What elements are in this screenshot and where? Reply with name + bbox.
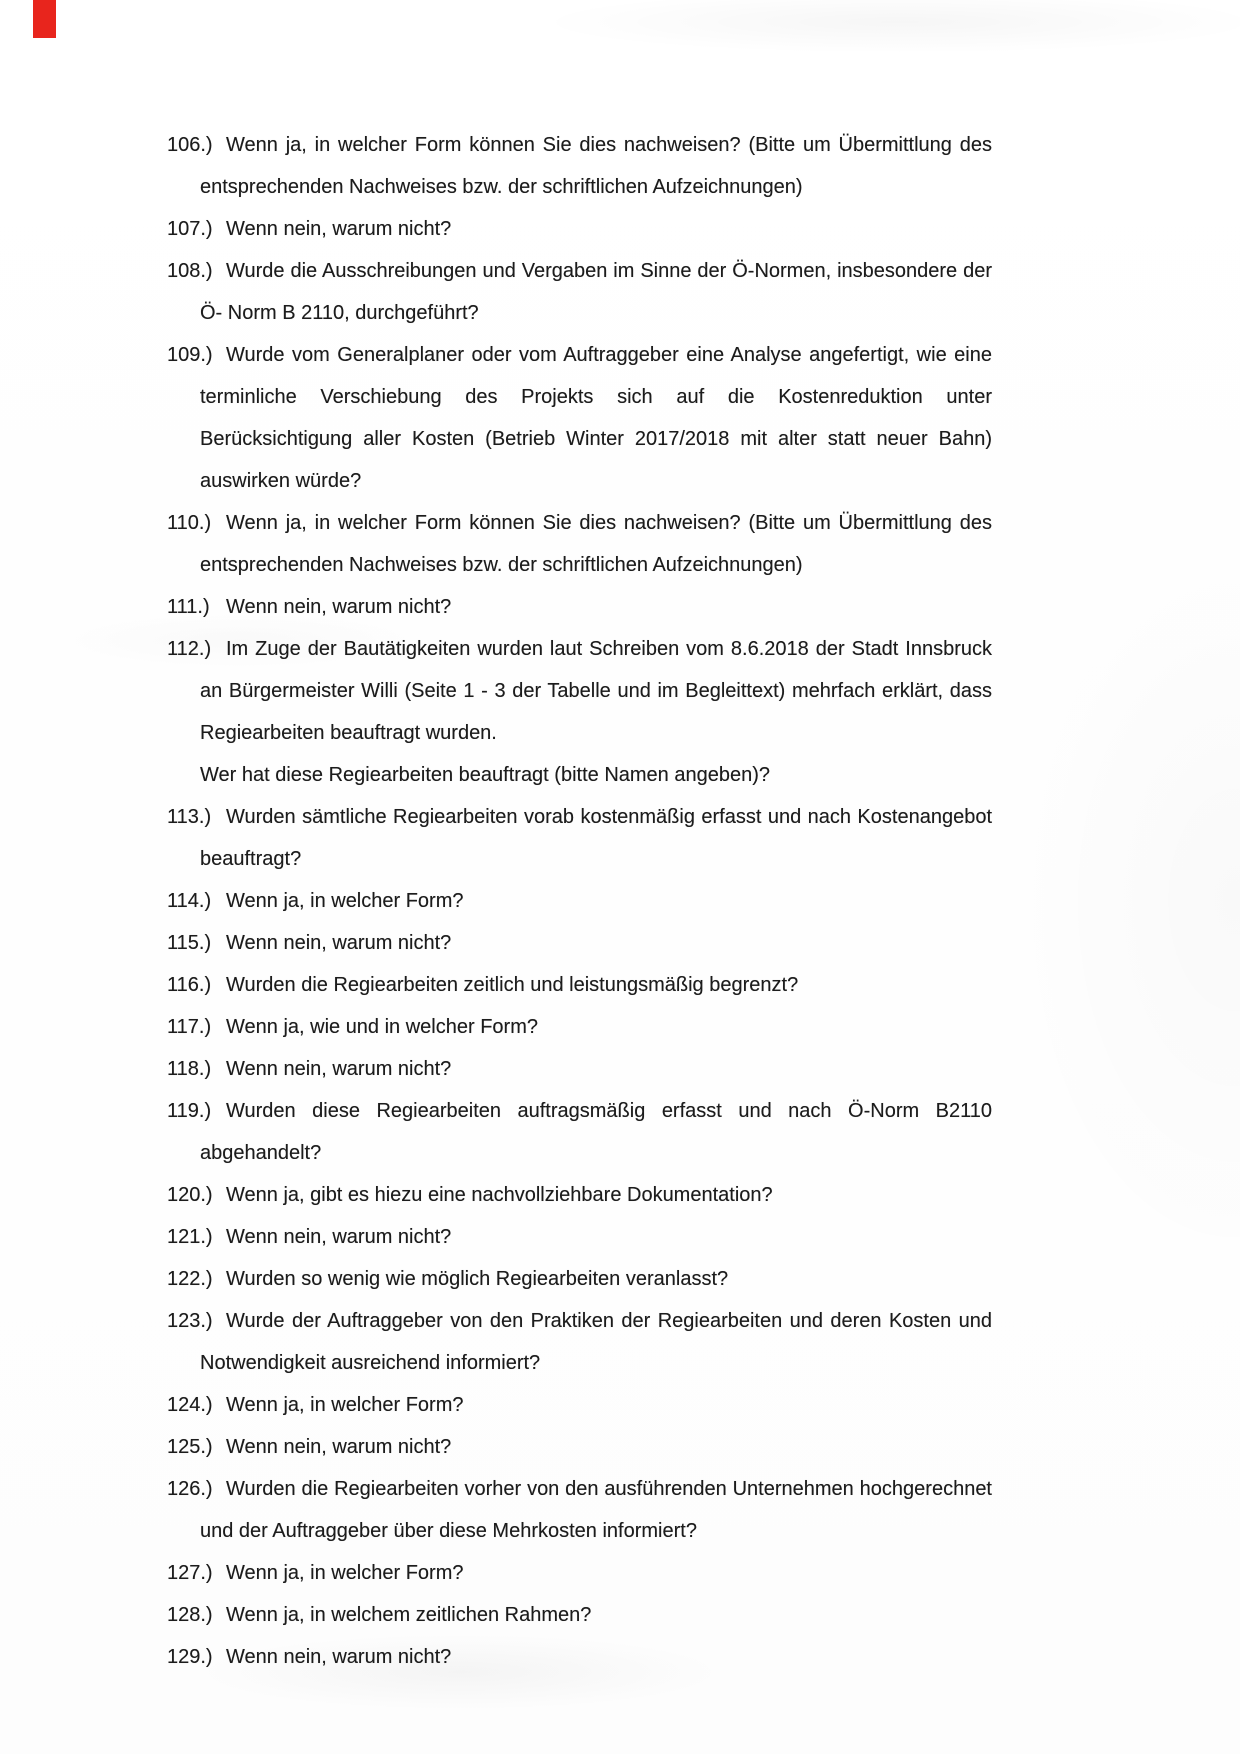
- question-number: 109.): [167, 344, 213, 366]
- question-number: 122.): [167, 1268, 213, 1290]
- question-text: Wurden die Regiearbeiten vorher von den ausführenden Unternehmen hochgerechnet und der Auftraggeber über diese Mehrkosten informiert?: [200, 1478, 992, 1542]
- question-text: Wurden so wenig wie möglich Regiearbeiten veranlasst?: [226, 1268, 729, 1290]
- question-number: 129.): [167, 1646, 213, 1668]
- question-text: Wurde der Auftraggeber von den Praktiken der Regiearbeiten und deren Kosten und Notwendigkeit ausreichend informiert?: [200, 1310, 992, 1374]
- question-number: 124.): [167, 1394, 213, 1416]
- question-number: 120.): [167, 1184, 213, 1206]
- question-item: [167, 1300, 992, 1384]
- question-item: [167, 628, 992, 796]
- question-number: 106.): [167, 134, 213, 156]
- question-text: Im Zuge der Bautätigkeiten wurden laut Schreiben vom 8.6.2018 der Stadt Innsbruck an Bürgermeister Willi (Seite 1 - 3 der Tabelle und im Begleittext) mehrfach erklärt, dass Regiearbeiten beauftragt wurden.: [200, 638, 992, 744]
- question-number: 115.): [167, 932, 212, 954]
- question-text: Wurden diese Regiearbeiten auftragsmäßig erfasst und nach Ö-Norm B2110 abgehandelt?: [200, 1100, 992, 1164]
- question-text: Wenn nein, warum nicht?: [226, 596, 452, 618]
- question-text: Wenn nein, warum nicht?: [226, 1058, 452, 1080]
- question-item: [167, 1636, 992, 1678]
- question-number: 117.): [167, 1016, 212, 1038]
- question-item: [167, 1006, 992, 1048]
- question-number: 121.): [167, 1226, 213, 1248]
- question-item: [167, 334, 992, 502]
- question-text: Wenn nein, warum nicht?: [226, 1226, 452, 1248]
- question-item: [167, 208, 992, 250]
- red-corner-mark: [33, 0, 56, 38]
- question-item: [167, 1426, 992, 1468]
- question-number: 114.): [167, 890, 212, 912]
- question-text: Wenn nein, warum nicht?: [226, 1646, 452, 1668]
- question-text: Wenn nein, warum nicht?: [226, 1436, 452, 1458]
- question-text: Wenn ja, in welcher Form?: [226, 1394, 464, 1416]
- question-item: [167, 1258, 992, 1300]
- question-text: Wenn ja, in welcher Form können Sie dies nachweisen? (Bitte um Übermittlung des entsprechenden Nachweises bzw. der schriftlichen Aufzeichnungen): [200, 134, 992, 198]
- question-item: [167, 1468, 992, 1552]
- question-text: Wenn ja, in welcher Form?: [226, 1562, 464, 1584]
- question-text: Wenn ja, wie und in welcher Form?: [226, 1016, 538, 1038]
- question-number: 127.): [167, 1562, 213, 1584]
- question-number: 128.): [167, 1604, 213, 1626]
- question-number: 126.): [167, 1478, 213, 1500]
- question-item: [167, 1594, 992, 1636]
- question-text: Wenn ja, in welcher Form?: [226, 890, 464, 912]
- question-item: [167, 1384, 992, 1426]
- question-item: [167, 1090, 992, 1174]
- question-text: Wenn ja, in welchem zeitlichen Rahmen?: [226, 1604, 592, 1626]
- question-number: 108.): [167, 260, 213, 282]
- question-text: Wurde die Ausschreibungen und Vergaben im Sinne der Ö-Normen, insbesondere der Ö- Norm B 2110, durchgeführt?: [200, 260, 992, 324]
- question-list: [167, 124, 992, 1678]
- question-text: Wenn nein, warum nicht?: [226, 218, 452, 240]
- question-number: 116.): [167, 974, 212, 996]
- question-item: [167, 922, 992, 964]
- question-number: 107.): [167, 218, 213, 240]
- question-text-secondary: Wer hat diese Regiearbeiten beauftragt (bitte Namen angeben)?: [200, 764, 770, 786]
- question-text: Wurden die Regiearbeiten zeitlich und leistungsmäßig begrenzt?: [226, 974, 799, 996]
- question-text: Wenn ja, in welcher Form können Sie dies nachweisen? (Bitte um Übermittlung des entsprechenden Nachweises bzw. der schriftlichen Aufzeichnungen): [200, 512, 992, 576]
- question-item: [167, 1174, 992, 1216]
- question-item: [167, 250, 992, 334]
- question-item: [167, 1552, 992, 1594]
- question-item: [167, 124, 992, 208]
- question-text: Wenn ja, gibt es hiezu eine nachvollziehbare Dokumentation?: [226, 1184, 773, 1206]
- question-number: 125.): [167, 1436, 213, 1458]
- question-text: Wenn nein, warum nicht?: [226, 932, 452, 954]
- question-number: 110.): [167, 512, 212, 534]
- question-number: 118.): [167, 1058, 212, 1080]
- question-text: Wurden sämtliche Regiearbeiten vorab kostenmäßig erfasst und nach Kostenangebot beauftragt?: [200, 806, 992, 870]
- question-item: [167, 502, 992, 586]
- question-number: 112.): [167, 638, 212, 660]
- question-item: [167, 1216, 992, 1258]
- question-number: 123.): [167, 1310, 213, 1332]
- question-number: 119.): [167, 1100, 212, 1122]
- question-number: 111.): [167, 596, 210, 618]
- question-item: [167, 796, 992, 880]
- question-item: [167, 880, 992, 922]
- question-item: [167, 964, 992, 1006]
- question-item: [167, 586, 992, 628]
- question-text: Wurde vom Generalplaner oder vom Auftraggeber eine Analyse angefertigt, wie eine terminliche Verschiebung des Projekts sich auf die Kostenreduktion unter Berücksichtigung aller Kosten (Betrieb Winter 2017/2018 mit alter statt neuer Bahn) auswirken würde?: [200, 344, 992, 492]
- question-number: 113.): [167, 806, 212, 828]
- question-item: [167, 1048, 992, 1090]
